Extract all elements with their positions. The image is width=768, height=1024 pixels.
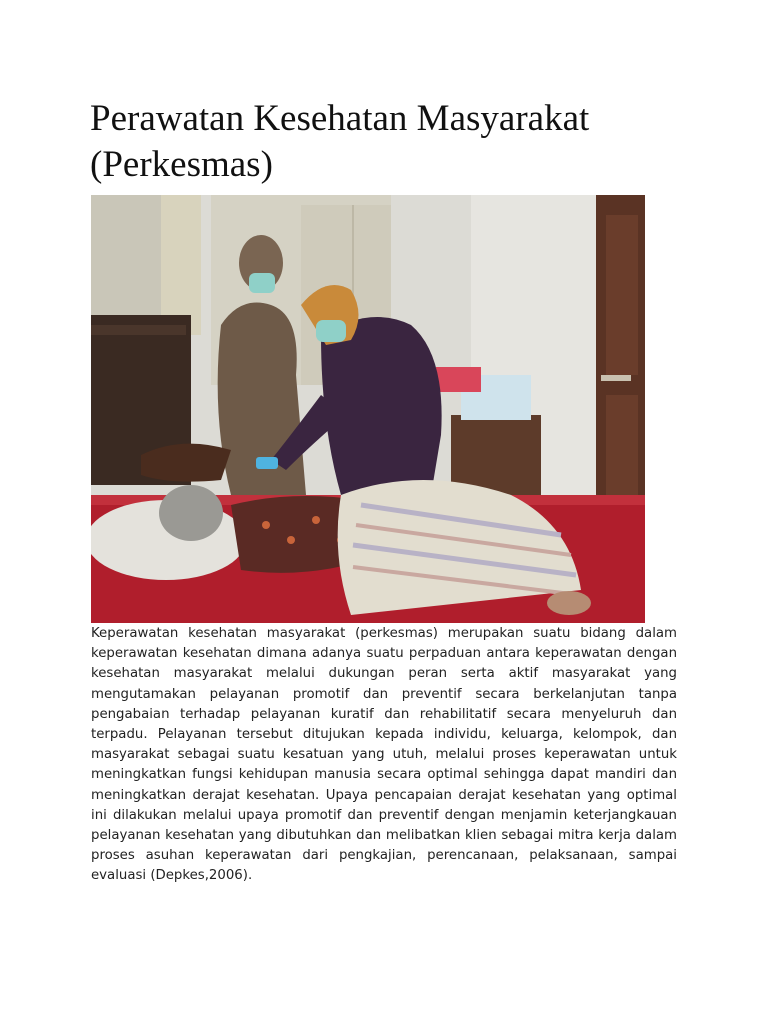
page-title <box>90 96 690 188</box>
body-paragraph: Keperawatan kesehatan masyarakat (perkesmas) merupakan suatu bidang dalam keperawatan kesehatan dimana adanya suatu perpaduan antara keperawatan dengan kesehatan masyarakat melalui dukungan peran serta aktif masyarakat yang mengutamakan pelayanan promotif dan preventif secara berkelanjutan tanpa pengabaian terhadap pelayanan kuratif dan rehabilitatif secara menyeluruh dan terpadu. Pelayanan tersebut ditujukan kepada individu, keluarga, kelompok, dan masyarakat sebagai suatu kesatuan yang utuh, melalui proses keperawatan untuk meningkatkan fungsi kehidupan manusia secara optimal sehingga dapat mandiri dan meningkatkan derajat kesehatan. Upaya pencapaian derajat kesehatan yang optimal ini dilakukan melalui upaya promotif dan preventif dengan menjamin keterjangkauan pelayanan kesehatan yang dibutuhkan dan melibatkan klien sebagai mitra kerja dalam proses asuhan keperawatan dari pengkajian, perencanaan, pelaksanaan, sampai evaluasi (Depkes,2006). <box>91 626 677 884</box>
page-title-line2: (Perkesmas) <box>90 144 273 185</box>
home-visit-photo <box>91 195 645 623</box>
page-title-line1: Perawatan Kesehatan Masyarakat <box>90 98 590 139</box>
